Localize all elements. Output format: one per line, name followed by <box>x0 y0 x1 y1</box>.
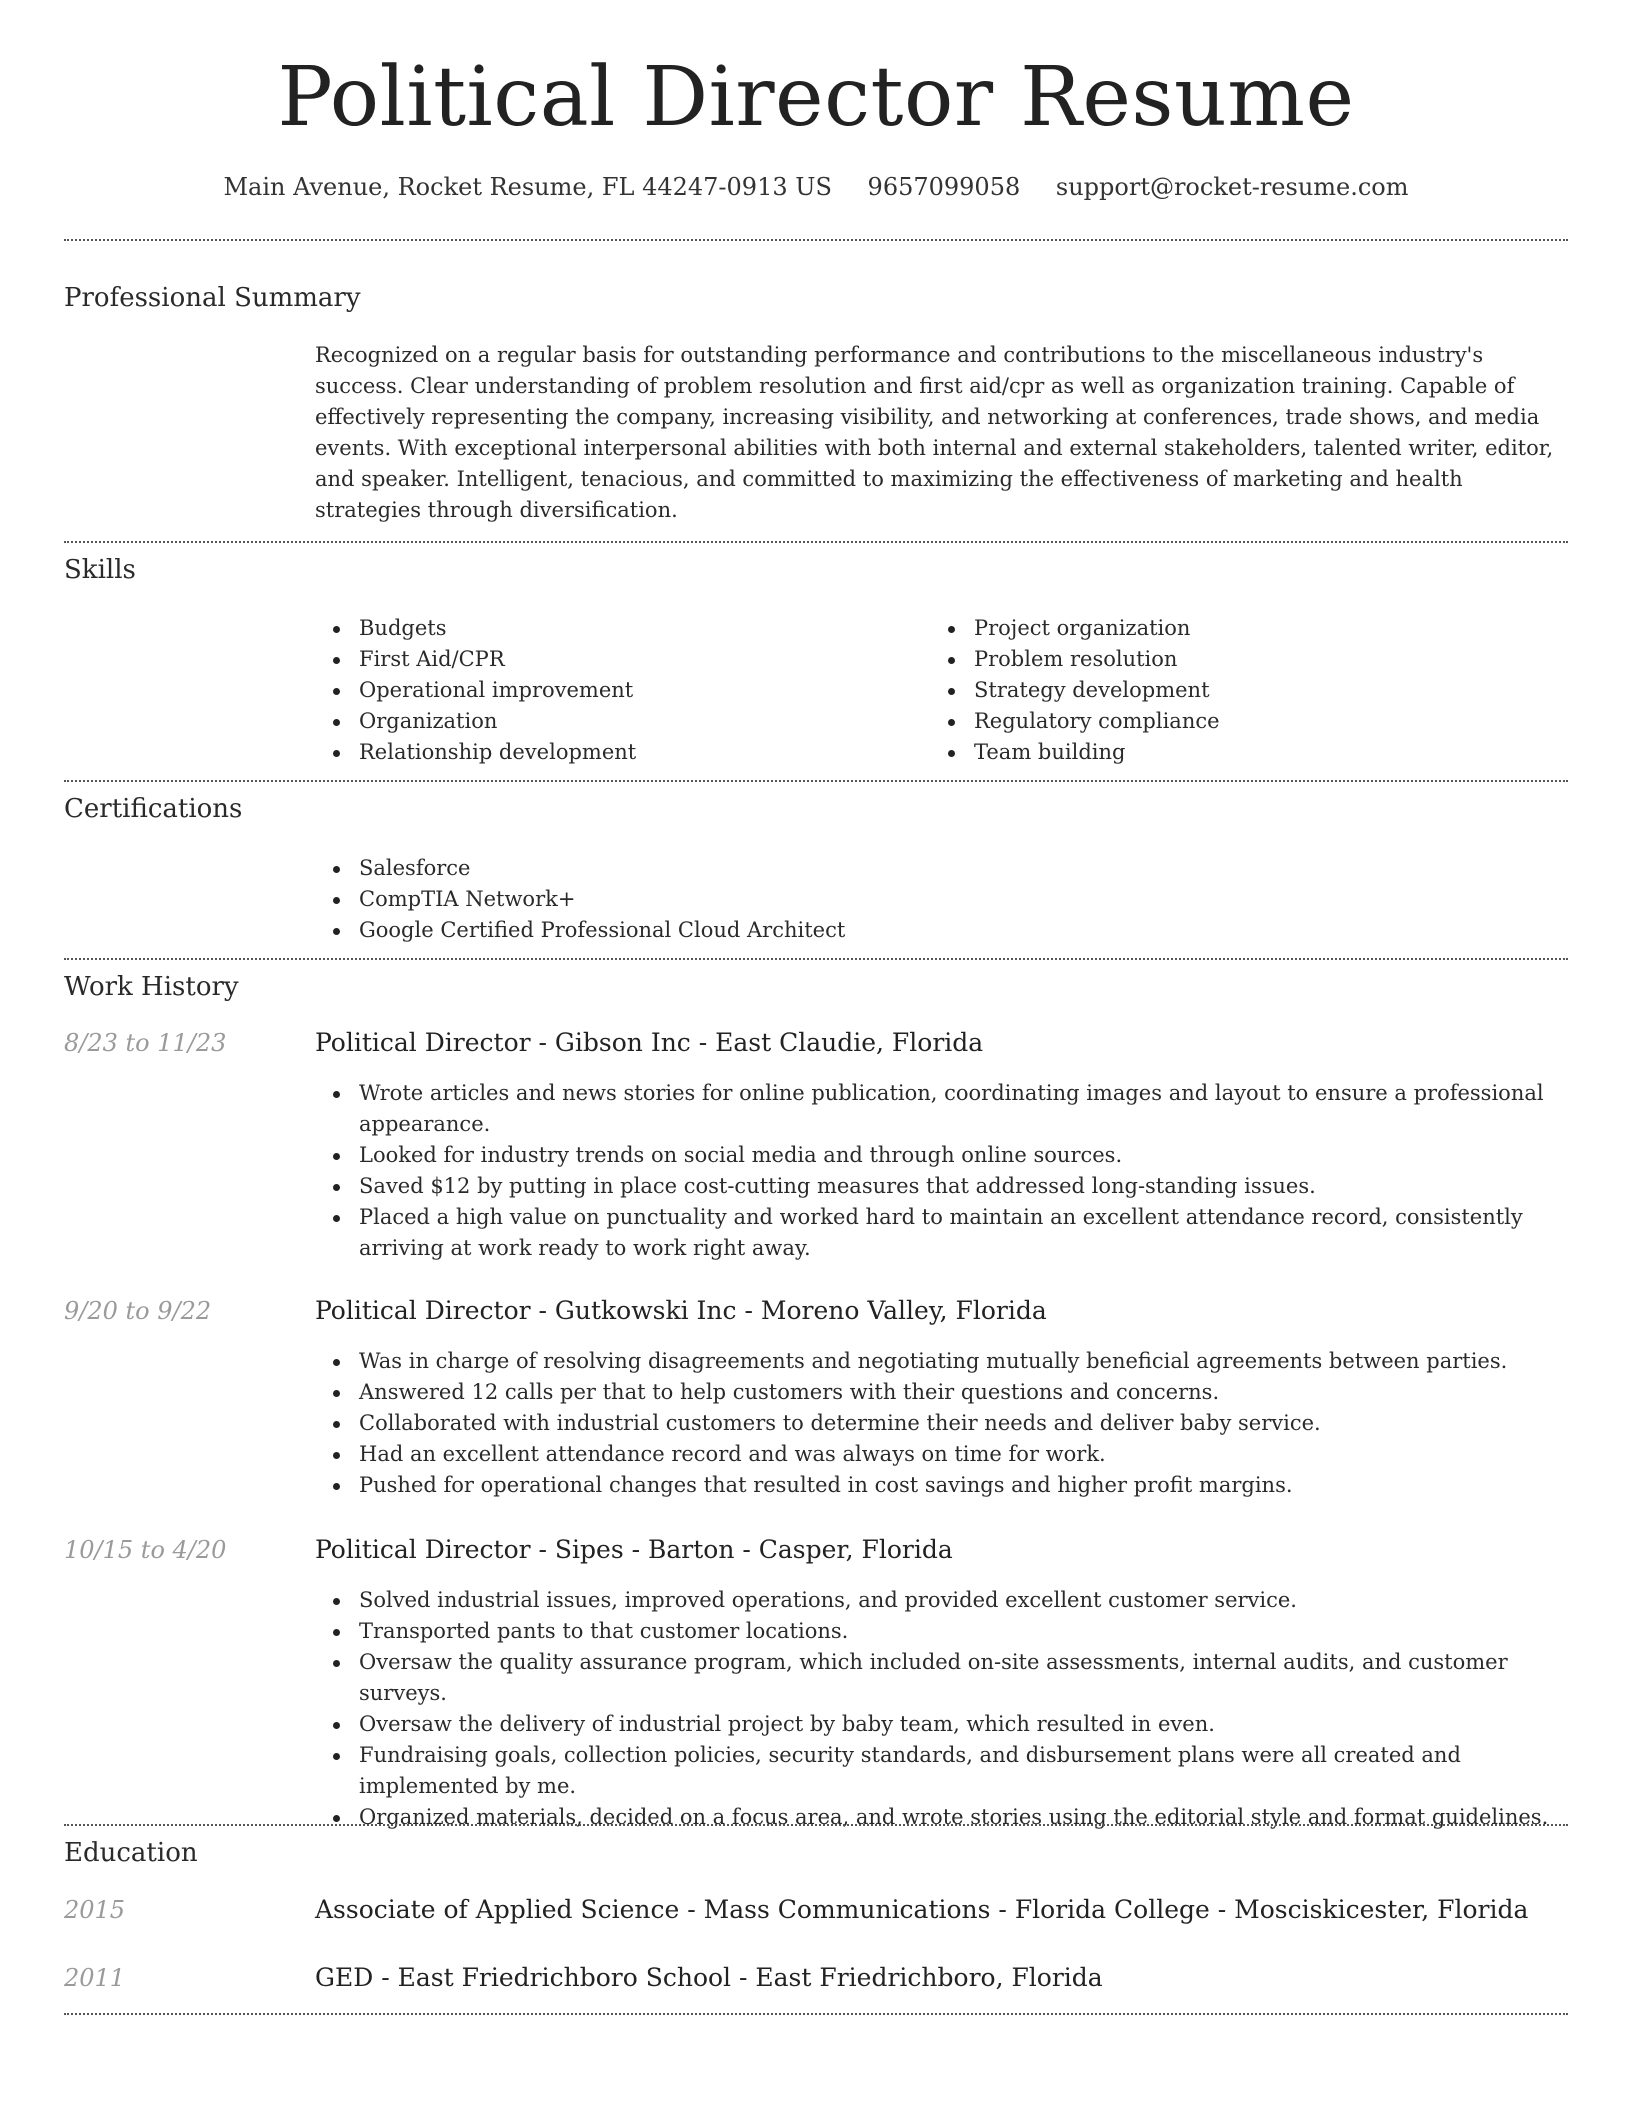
job-bullets <box>315 1078 1568 1264</box>
certification-item: CompTIA Network+ <box>315 884 1315 915</box>
job-bullet: Solved industrial issues, improved operations, and provided excellent customer service. <box>315 1585 1568 1616</box>
contact-email: support@rocket-resume.com <box>1055 173 1409 201</box>
section-divider <box>64 780 1568 782</box>
contact-address: Main Avenue, Rocket Resume, FL 44247-0913 US <box>223 173 832 201</box>
resume-title: Political Director Resume <box>277 50 1355 145</box>
job-bullet: Was in charge of resolving disagreements and negotiating mutually beneficial agreements between parties. <box>315 1346 1568 1377</box>
section-divider <box>64 239 1568 241</box>
job-bullet: Wrote articles and news stories for online publication, coordinating images and layout to ensure a professional appearance. <box>315 1078 1568 1140</box>
job-bullet: Looked for industry trends on social media and through online sources. <box>315 1140 1568 1171</box>
job-bullet: Organized materials, decided on a focus area, and wrote stories using the editorial style and format guidelines. <box>315 1802 1568 1833</box>
section-heading-skills: Skills <box>64 555 136 585</box>
resume-page <box>64 0 1568 2112</box>
job-bullet: Placed a high value on punctuality and worked hard to maintain an excellent attendance record, consistently arriving at work ready to work right away. <box>315 1202 1568 1264</box>
job-bullet: Collaborated with industrial customers to determine their needs and deliver baby service. <box>315 1408 1568 1439</box>
certifications-list <box>315 853 1315 946</box>
skills-list-left <box>315 613 915 768</box>
skill-item: Strategy development <box>930 675 1530 706</box>
section-heading-education: Education <box>64 1838 198 1868</box>
job-bullet: Answered 12 calls per that to help customers with their questions and concerns. <box>315 1377 1568 1408</box>
job-title: Political Director - Gutkowski Inc - Moreno Valley, Florida <box>315 1296 1047 1325</box>
skill-item: Problem resolution <box>930 644 1530 675</box>
section-divider <box>64 541 1568 543</box>
section-heading-work-history: Work History <box>64 972 239 1002</box>
job-bullet: Oversaw the quality assurance program, which included on-site assessments, internal audits, and customer surveys. <box>315 1647 1568 1709</box>
section-divider <box>64 958 1568 960</box>
summary-text: Recognized on a regular basis for outstanding performance and contributions to the miscellaneous industry's success. Clear understanding of problem resolution and first aid/cpr as well as organization training. Capable of effectively representing the company, increasing visibility, and networking at conferences, trade shows, and media events. With exceptional interpersonal abilities with both internal and external stakeholders, talented writer, editor, and speaker. Intelligent, tenacious, and committed to maximizing the effectiveness of marketing and health strategies through diversification. <box>315 343 1554 522</box>
education-year: 2015 <box>64 1896 126 1924</box>
job-dates: 10/15 to 4/20 <box>64 1536 227 1564</box>
job-bullet: Fundraising goals, collection policies, security standards, and disbursement plans were all created and implemented by me. <box>315 1740 1568 1802</box>
job-bullet: Transported pants to that customer locations. <box>315 1616 1568 1647</box>
education-entry: GED - East Friedrichboro School - East Friedrichboro, Florida <box>315 1963 1103 1992</box>
skill-item: Project organization <box>930 613 1530 644</box>
skill-item: Relationship development <box>315 737 915 768</box>
job-dates: 8/23 to 11/23 <box>64 1029 227 1057</box>
job-bullet: Saved $12 by putting in place cost-cutting measures that addressed long-standing issues. <box>315 1171 1568 1202</box>
skill-item: Team building <box>930 737 1530 768</box>
contact-info <box>64 173 1568 201</box>
job-title: Political Director - Gibson Inc - East Claudie, Florida <box>315 1028 984 1057</box>
job-bullet: Pushed for operational changes that resulted in cost savings and higher profit margins. <box>315 1470 1568 1501</box>
skill-item: Regulatory compliance <box>930 706 1530 737</box>
certification-item: Google Certified Professional Cloud Architect <box>315 915 1315 946</box>
section-divider <box>64 2013 1568 2015</box>
section-heading-summary: Professional Summary <box>64 283 361 313</box>
section-divider <box>64 1824 1568 1826</box>
skill-item: Budgets <box>315 613 915 644</box>
job-title: Political Director - Sipes - Barton - Casper, Florida <box>315 1535 953 1564</box>
education-entry: Associate of Applied Science - Mass Communications - Florida College - Mosciskicester, Florida <box>315 1895 1529 1924</box>
contact-phone: 9657099058 <box>867 173 1021 201</box>
job-bullet: Had an excellent attendance record and was always on time for work. <box>315 1439 1568 1470</box>
skills-list-right <box>930 613 1530 768</box>
job-bullets <box>315 1346 1568 1501</box>
job-bullets <box>315 1585 1568 1833</box>
certification-item: Salesforce <box>315 853 1315 884</box>
skill-item: First Aid/CPR <box>315 644 915 675</box>
job-dates: 9/20 to 9/22 <box>64 1297 212 1325</box>
skill-item: Operational improvement <box>315 675 915 706</box>
job-bullet: Oversaw the delivery of industrial project by baby team, which resulted in even. <box>315 1709 1568 1740</box>
skill-item: Organization <box>315 706 915 737</box>
education-year: 2011 <box>64 1964 126 1992</box>
section-heading-certifications: Certifications <box>64 794 243 824</box>
